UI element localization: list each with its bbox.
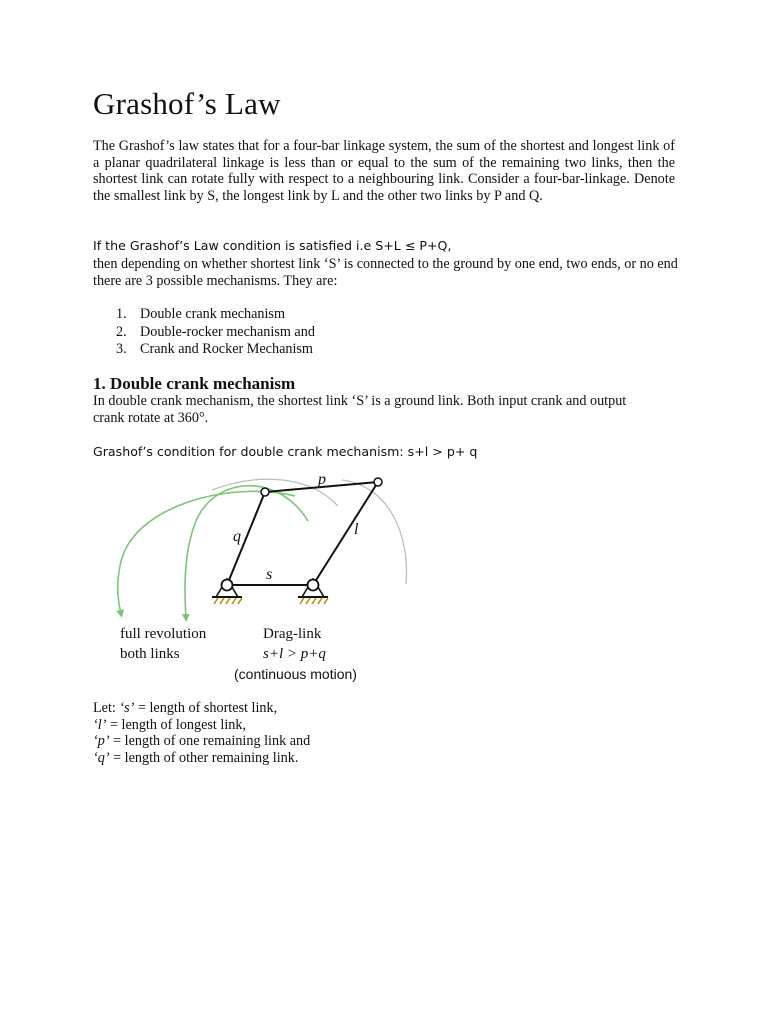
list-text: Double crank mechanism <box>140 306 285 322</box>
list-number: 1. <box>116 306 127 322</box>
revolution-arc-outer <box>118 491 295 614</box>
drag-link-label <box>263 624 326 664</box>
definition-text: = length of longest link, <box>106 716 247 733</box>
grashof-condition: Grashof’s condition for double crank mechanism: s+l > p+ q <box>93 444 478 459</box>
joint-ground-left <box>222 580 233 591</box>
var-q: ‘q’ <box>93 749 110 766</box>
let-intro: Let: <box>93 700 116 716</box>
definition-line <box>93 717 310 734</box>
var-p: ‘p’ <box>93 733 110 750</box>
link-l <box>313 482 378 585</box>
definition-text: = length of other remaining link. <box>109 749 299 766</box>
var-s: ‘s’ <box>119 700 135 716</box>
degree-text: °. <box>198 410 209 426</box>
label-l: l <box>354 521 359 538</box>
rocker-path-arc <box>342 480 406 584</box>
mechanism-list <box>116 306 315 359</box>
section-paragraph <box>93 393 653 427</box>
drag-link-figure <box>110 466 410 688</box>
list-item <box>116 341 315 359</box>
definition-line <box>93 750 310 767</box>
joint-ground-right <box>308 580 319 591</box>
definition-line <box>93 733 310 750</box>
full-revolution-line2: both links <box>120 646 180 662</box>
label-q: q <box>233 528 241 545</box>
continuous-motion-label: (continuous motion) <box>234 666 357 682</box>
var-l: ‘l’ <box>93 716 107 733</box>
full-revolution-label <box>120 624 206 664</box>
drag-link-formula: s+l > p+q <box>263 646 326 662</box>
section-text: In double crank mechanism, the shortest link ‘S’ is a ground link. Both input crank and output crank rotate at 360 <box>93 393 627 426</box>
list-item <box>116 306 315 324</box>
joint-top-right <box>374 478 382 486</box>
list-number: 2. <box>116 323 127 340</box>
section-heading: 1. Double crank mechanism <box>93 374 296 393</box>
drag-link-title: Drag-link <box>263 626 322 642</box>
list-text: Crank and Rocker Mechanism <box>140 341 313 357</box>
definition-text: = length of shortest link, <box>134 700 278 716</box>
list-item <box>116 324 315 342</box>
label-s: s <box>266 566 273 583</box>
joint-top-left <box>261 488 269 496</box>
definitions-block <box>93 700 310 766</box>
revolution-arc-inner <box>185 486 308 618</box>
condition-line: If the Grashof’s Law condition is satisfied i.e S+L ≤ P+Q, <box>93 238 452 253</box>
list-text: Double-rocker mechanism and <box>140 323 315 340</box>
condition-continuation: then depending on whether shortest link ‘S’ is connected to the ground by one end, two ends, or no end there are 3 possible mechanisms. They are: <box>93 256 678 289</box>
list-number: 3. <box>116 341 127 357</box>
page-title: Grashof’s Law <box>93 86 281 121</box>
definition-text: = length of one remaining link and <box>109 733 311 750</box>
full-revolution-line1: full revolution <box>120 626 207 642</box>
label-p: p <box>318 471 326 488</box>
intro-paragraph: The Grashof’s law states that for a four-bar linkage system, the sum of the shortest and longest link of a planar quadrilateral linkage is less than or equal to the sum of the remaining two links, then the shortest link can rotate fully with respect to a neighbouring link. Consider a four-bar-linkage. Denote the smallest link by S, the longest link by L and the other two links by P and Q. <box>93 138 675 204</box>
definition-line <box>93 700 310 717</box>
